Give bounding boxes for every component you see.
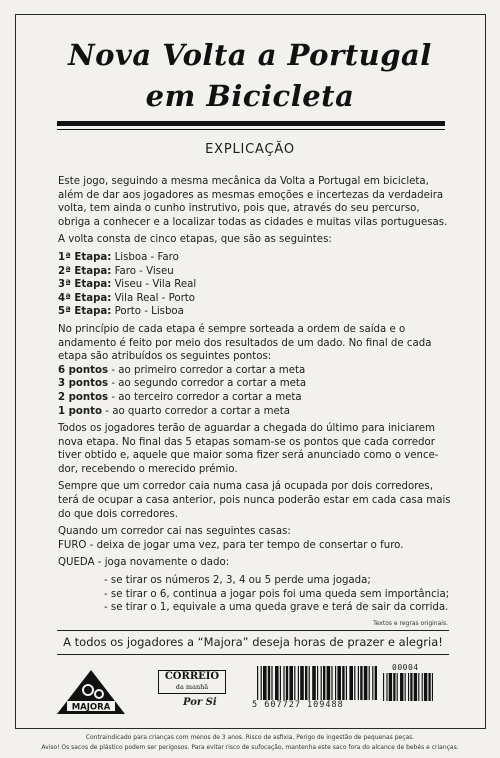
barcode-bar (298, 666, 299, 700)
queda-rule: QUEDA - joga novamente o dado: (58, 557, 230, 569)
barcode-bar (283, 666, 284, 700)
barcode-bar (400, 673, 403, 701)
barcode-bar (346, 666, 347, 700)
correio-logo-bottom: da manhã (175, 683, 209, 691)
pontos-item (58, 364, 458, 378)
addon-barcode-graphic (383, 673, 433, 701)
sempre-paragraph (58, 480, 458, 521)
correio-logo-top: CORREIO (164, 671, 220, 682)
barcode-bar (393, 673, 395, 701)
barcode-bar (375, 666, 377, 700)
pontos-label: 1 ponto (58, 405, 103, 417)
addon-code: 00004 (392, 663, 419, 672)
todos-paragraph (58, 422, 458, 476)
barcode-bar (418, 673, 419, 701)
etapa-label: 1ª Etapa: (58, 251, 112, 263)
text-line: tiver obtido e, aquele que maior soma fizer será anunciado como o vence- (58, 450, 439, 462)
text-line: Todos os jogadores terão de aguardar a chegada do último para iniciarem (58, 423, 435, 435)
etapa-item (58, 265, 458, 279)
barcode-bar (286, 666, 288, 700)
barcode-bar (331, 666, 332, 700)
etapa-route: Porto - Lisboa (111, 306, 184, 318)
barcode-bar (354, 666, 355, 700)
casas-paragraph (58, 525, 458, 615)
text-line: do que dois corredores. (58, 508, 178, 520)
barcode-bar (422, 673, 423, 701)
text-line: Este jogo, seguindo a mesma mecânica da Volta a Portugal em bicicleta, (58, 176, 429, 187)
etapa-label: 5ª Etapa: (58, 306, 112, 318)
barcode-bar (294, 666, 295, 700)
barcode-bar (263, 666, 267, 700)
text-line: obriga a conhecer e a localizar todas as cidades e muitas vilas portuguesas. (58, 216, 448, 228)
barcode-bar (372, 666, 373, 700)
title-line-2: em Bicicleta (145, 79, 355, 113)
etapas-intro: A volta consta de cinco etapas, que são as seguintes: (58, 234, 332, 246)
pontos-item (58, 377, 458, 391)
queda-item: - se tirar os números 2, 3, 4 ou 5 perde uma jogada; (104, 575, 371, 587)
majora-logo (55, 668, 127, 718)
etapa-label: 2ª Etapa: (58, 265, 112, 277)
barcode-bar (280, 666, 281, 700)
barcode-bar (432, 673, 433, 701)
pontos-text: - ao segundo corredor a cortar a meta (108, 378, 307, 390)
pontos-text: - ao primeiro corredor a cortar a meta (108, 364, 306, 376)
barcode-bar (360, 666, 362, 700)
barcode-bar (261, 666, 262, 700)
footer-warning-1: Contraindicado para crianças com menos de 3 anos. Risco de asfixia. Perigo de ingestão de pequenas peças. (85, 734, 415, 741)
barcode-bar (424, 673, 427, 701)
text-line: etapa são atribuídos os seguintes pontos: (58, 351, 272, 363)
furo-rule: FURO - deixa de jogar uma vez, para ter tempo de consertar o furo. (58, 539, 404, 551)
title-rule-thin (57, 129, 445, 130)
barcode-bar (428, 673, 430, 701)
text-line: dor, recebendo o merecido prémio. (58, 463, 238, 475)
barcode-bar (309, 666, 310, 700)
etapa-label: 4ª Etapa: (58, 292, 112, 304)
por-si-logo: Por Si (183, 697, 217, 708)
barcode-bar (321, 666, 322, 700)
barcode-graphic (257, 666, 377, 700)
pontos-label: 2 pontos (58, 391, 109, 403)
pontos-item (58, 391, 458, 405)
etapa-item (58, 292, 458, 306)
barcode-bar (342, 666, 344, 700)
barcode-bar (275, 666, 279, 700)
text-line: terá de ocupar a casa anterior, pois nunca poderão estar em cada casa mais (58, 495, 451, 507)
etapa-item (58, 251, 458, 265)
barcode-bar (257, 666, 258, 700)
text-line: além de dar aos jogadores as mesmas emoções e incertezas da verdadeira (58, 189, 444, 201)
barcode-bar (410, 673, 412, 701)
text-line: No princípio de cada etapa é sempre sorteada a ordem de saída e o (58, 323, 406, 335)
barcode-bar (327, 666, 331, 700)
barcode-bar (312, 666, 316, 700)
section-heading: EXPLICAÇÃO (205, 142, 295, 157)
pontos-text: - ao terceiro corredor a cortar a meta (108, 391, 302, 403)
barcode-bar (337, 666, 341, 700)
barcode-bar (397, 673, 398, 701)
etapa-route: Lisboa - Faro (111, 251, 179, 263)
barcode-bar (358, 666, 359, 700)
textos-regras-note: Textos e regras originais. (373, 620, 448, 627)
correio-logo (158, 670, 226, 694)
queda-item: - se tirar o 6, continua a jogar pois foi uma queda sem importância; (104, 588, 450, 600)
barcode-bar (300, 666, 304, 700)
intro-paragraph (58, 175, 458, 229)
etapa-route: Vila Real - Porto (111, 292, 195, 304)
etapa-label: 3ª Etapa: (58, 279, 112, 291)
title-line-1: Nova Volta a Portugal (68, 38, 432, 72)
rules-text (58, 175, 458, 619)
barcode-bar (349, 666, 353, 700)
barcode-bar (408, 673, 409, 701)
barcode-bar (323, 666, 325, 700)
barcode-bar (405, 673, 406, 701)
barcode-bar (414, 673, 417, 701)
pontos-label: 3 pontos (58, 378, 109, 390)
etapa-route: Faro - Viseu (111, 265, 174, 277)
text-line: Quando um corredor cai nas seguintes casas: (58, 526, 291, 538)
majora-text: MAJORA (71, 702, 111, 713)
text-line: volta, tem ainda o cunho instrutivo, pois que, através do seu percurso, (58, 203, 420, 215)
barcode-bar (271, 666, 272, 700)
principio-paragraph (58, 323, 458, 418)
text-line: Sempre que um corredor caia numa casa já ocupada por dois corredores, (58, 481, 433, 493)
greeting-banner: A todos os jogadores a “Majora” deseja horas de prazer e alegria! (57, 630, 449, 655)
pontos-item (58, 405, 458, 419)
barcode-bar (317, 666, 318, 700)
etapa-item (58, 305, 458, 319)
barcode-number: 5 607727 109488 (252, 700, 344, 710)
barcode-bar (289, 666, 293, 700)
text-line: andamento é feito por meio dos resultados de um dado. No final de cada (58, 337, 432, 349)
etapas-list (58, 251, 458, 319)
title-rule-thick (57, 121, 445, 126)
barcode-bar (268, 666, 270, 700)
etapa-item (58, 278, 458, 292)
pontos-label: 6 pontos (58, 364, 109, 376)
barcode-bar (386, 673, 387, 701)
text-line: nova etapa. No final das 5 etapas somam-se os pontos que cada corredor (58, 436, 435, 448)
barcode-bar (305, 666, 307, 700)
pontos-text: - ao quarto corredor a cortar a meta (102, 405, 291, 417)
barcode-bar (364, 666, 368, 700)
barcode-bar (369, 666, 370, 700)
barcode-bar (389, 673, 392, 701)
barcode-bar (383, 673, 384, 701)
footer-warning-2: Aviso! Os sacos de plástico podem ser perigosos. Para evitar risco de sufocação, mantenha este saco fora do alcance de bebés e crianças. (41, 744, 459, 751)
queda-item: - se tirar o 1, equivale a uma queda grave e terá de sair da corrida. (104, 602, 449, 614)
barcode-bar (335, 666, 336, 700)
etapa-route: Viseu - Vila Real (111, 279, 197, 291)
